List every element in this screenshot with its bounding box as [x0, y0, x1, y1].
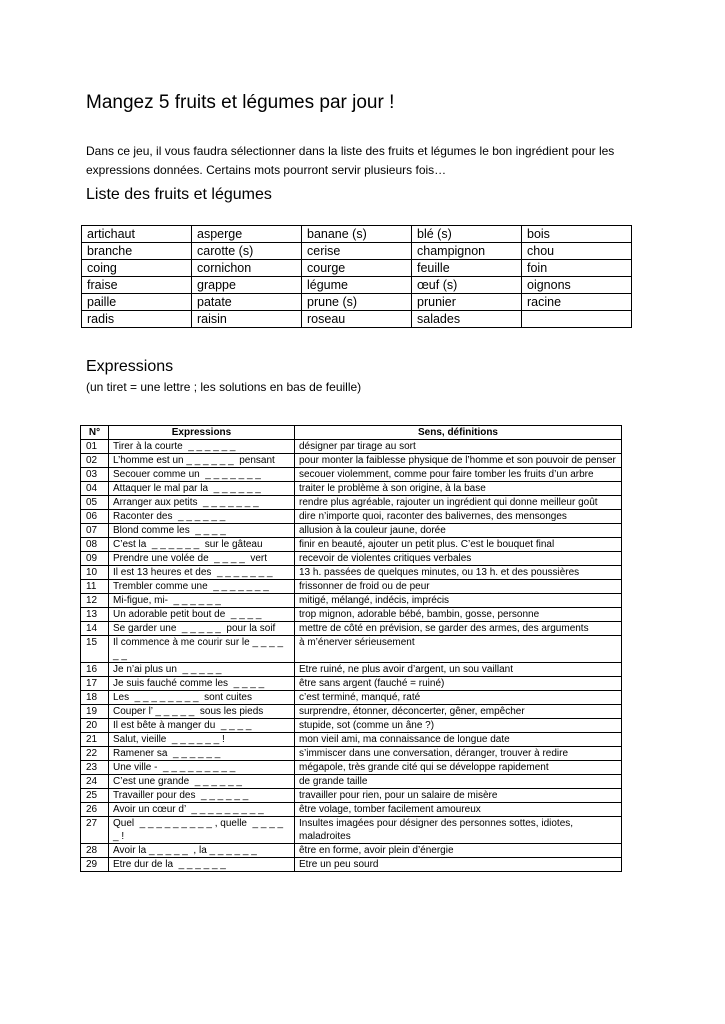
fruit-cell: foin: [522, 260, 632, 277]
fruit-cell: banane (s): [302, 226, 412, 243]
expression-row: [81, 496, 622, 510]
expression-definition: traiter le problème à son origine, à la base: [295, 482, 622, 496]
expression-number: 21: [81, 733, 109, 747]
expression-row: [81, 844, 622, 858]
expression-row: [81, 552, 622, 566]
intro-paragraph: Dans ce jeu, il vous faudra sélectionner dans la liste des fruits et légumes le bon ingrédient pour les expressions données. Certains mots pourront servir plusieurs fois…: [86, 144, 615, 177]
expression-row: [81, 440, 622, 454]
fruit-cell: chou: [522, 243, 632, 260]
header-expression: Expressions: [109, 426, 295, 440]
fruit-cell: bois: [522, 226, 632, 243]
expression-definition: s’immiscer dans une conversation, déranger, trouver à redire: [295, 747, 622, 761]
expression-row: [81, 594, 622, 608]
expression-number: 29: [81, 858, 109, 872]
fruit-cell: coing: [82, 260, 192, 277]
fruit-cell: carotte (s): [192, 243, 302, 260]
expression-definition: mitigé, mélangé, indécis, imprécis: [295, 594, 622, 608]
expression-number: 26: [81, 803, 109, 817]
expression-number: 15: [81, 636, 109, 663]
expression-number: 19: [81, 705, 109, 719]
fruit-cell: roseau: [302, 311, 412, 328]
expression-row: [81, 482, 622, 496]
expression-number: 05: [81, 496, 109, 510]
expression-row: [81, 747, 622, 761]
expression-text: Un adorable petit bout de _ _ _ _: [109, 608, 295, 622]
fruit-cell: raisin: [192, 311, 302, 328]
expression-row: [81, 468, 622, 482]
fruit-row: [82, 243, 632, 260]
expression-definition: être en forme, avoir plein d’énergie: [295, 844, 622, 858]
fruit-cell: patate: [192, 294, 302, 311]
expression-row: [81, 524, 622, 538]
expression-text: Tirer à la courte _ _ _ _ _ _: [109, 440, 295, 454]
expression-number: 18: [81, 691, 109, 705]
expressions-table: [80, 425, 622, 872]
fruit-cell: fraise: [82, 277, 192, 294]
expression-number: 14: [81, 622, 109, 636]
expression-text: Quel _ _ _ _ _ _ _ _ _ , quelle _ _ _ _ _ !: [109, 817, 295, 844]
expression-definition: mégapole, très grande cité qui se développe rapidement: [295, 761, 622, 775]
expression-row: [81, 608, 622, 622]
expression-text: Blond comme les _ _ _ _: [109, 524, 295, 538]
expression-number: 24: [81, 775, 109, 789]
fruit-row: [82, 277, 632, 294]
expression-definition: de grande taille: [295, 775, 622, 789]
fruit-cell: racine: [522, 294, 632, 311]
expression-number: 16: [81, 663, 109, 677]
expression-number: 07: [81, 524, 109, 538]
fruit-list-heading: Liste des fruits et légumes: [86, 186, 272, 203]
expression-number: 10: [81, 566, 109, 580]
expression-definition: 13 h. passées de quelques minutes, ou 13 h. et des poussières: [295, 566, 622, 580]
expression-row: [81, 454, 622, 468]
expression-number: 02: [81, 454, 109, 468]
expression-text: Arranger aux petits _ _ _ _ _ _ _: [109, 496, 295, 510]
expression-row: [81, 663, 622, 677]
expression-row: [81, 733, 622, 747]
fruit-cell: blé (s): [412, 226, 522, 243]
expression-text: Mi-figue, mi- _ _ _ _ _ _: [109, 594, 295, 608]
expression-text: Raconter des _ _ _ _ _ _: [109, 510, 295, 524]
fruit-cell: feuille: [412, 260, 522, 277]
fruit-table: [81, 225, 632, 328]
expression-definition: Insultes imagées pour désigner des personnes sottes, idiotes, maladroites: [295, 817, 622, 844]
expression-number: 06: [81, 510, 109, 524]
expression-number: 17: [81, 677, 109, 691]
fruit-cell: asperge: [192, 226, 302, 243]
expression-row: [81, 677, 622, 691]
expression-row: [81, 817, 622, 844]
expression-text: Il commence à me courir sur le _ _ _ _ _ _: [109, 636, 295, 663]
expression-text: Se garder une _ _ _ _ _ pour la soif: [109, 622, 295, 636]
expression-definition: frissonner de froid ou de peur: [295, 580, 622, 594]
expression-row: [81, 538, 622, 552]
expression-definition: être volage, tomber facilement amoureux: [295, 803, 622, 817]
expression-text: Couper l’ _ _ _ _ _ sous les pieds: [109, 705, 295, 719]
expression-text: Etre dur de la _ _ _ _ _ _: [109, 858, 295, 872]
expression-number: 23: [81, 761, 109, 775]
expression-definition: mettre de côté en prévision, se garder des armes, des arguments: [295, 622, 622, 636]
expression-row: [81, 858, 622, 872]
expressions-subtitle: (un tiret = une lettre ; les solutions en bas de feuille): [86, 380, 362, 394]
expression-definition: rendre plus agréable, rajouter un ingrédient qui donne meilleur goût: [295, 496, 622, 510]
expression-row: [81, 775, 622, 789]
expression-number: 04: [81, 482, 109, 496]
expression-row: [81, 719, 622, 733]
fruit-cell: grappe: [192, 277, 302, 294]
fruit-row: [82, 226, 632, 243]
expression-text: Attaquer le mal par la _ _ _ _ _ _: [109, 482, 295, 496]
expression-definition: Etre ruiné, ne plus avoir d’argent, un sou vaillant: [295, 663, 622, 677]
expression-text: Il est bête à manger du _ _ _ _: [109, 719, 295, 733]
expression-row: [81, 622, 622, 636]
fruit-cell: radis: [82, 311, 192, 328]
fruit-cell: [522, 311, 632, 328]
expression-row: [81, 789, 622, 803]
expression-row: [81, 761, 622, 775]
expression-number: 11: [81, 580, 109, 594]
expression-text: C’est la _ _ _ _ _ _ sur le gâteau: [109, 538, 295, 552]
expression-definition: trop mignon, adorable bébé, bambin, gosse, personne: [295, 608, 622, 622]
fruit-cell: oignons: [522, 277, 632, 294]
expression-definition: allusion à la couleur jaune, dorée: [295, 524, 622, 538]
expression-definition: secouer violemment, comme pour faire tomber les fruits d’un arbre: [295, 468, 622, 482]
fruit-cell: paille: [82, 294, 192, 311]
expression-number: 27: [81, 817, 109, 844]
fruit-cell: salades: [412, 311, 522, 328]
expression-definition: c’est terminé, manqué, raté: [295, 691, 622, 705]
expression-text: C’est une grande _ _ _ _ _ _: [109, 775, 295, 789]
expression-row: [81, 566, 622, 580]
expression-text: Avoir la _ _ _ _ _ , la _ _ _ _ _ _: [109, 844, 295, 858]
expression-definition: surprendre, étonner, déconcerter, gêner, empêcher: [295, 705, 622, 719]
fruit-cell: cerise: [302, 243, 412, 260]
fruit-cell: artichaut: [82, 226, 192, 243]
fruit-cell: prunier: [412, 294, 522, 311]
fruit-row: [82, 311, 632, 328]
expression-definition: travailler pour rien, pour un salaire de misère: [295, 789, 622, 803]
page-title: Mangez 5 fruits et légumes par jour !: [86, 92, 395, 113]
expressions-header-row: [81, 426, 622, 440]
expression-text: Les _ _ _ _ _ _ _ _ sont cuites: [109, 691, 295, 705]
fruit-cell: légume: [302, 277, 412, 294]
expression-definition: pour monter la faiblesse physique de l’homme et son pouvoir de penser: [295, 454, 622, 468]
expression-number: 12: [81, 594, 109, 608]
expression-number: 25: [81, 789, 109, 803]
fruit-cell: champignon: [412, 243, 522, 260]
expression-number: 08: [81, 538, 109, 552]
expression-number: 20: [81, 719, 109, 733]
expression-number: 28: [81, 844, 109, 858]
fruit-cell: œuf (s): [412, 277, 522, 294]
expression-row: [81, 510, 622, 524]
expression-text: Salut, vieille _ _ _ _ _ _ !: [109, 733, 295, 747]
fruit-cell: prune (s): [302, 294, 412, 311]
fruit-cell: branche: [82, 243, 192, 260]
expression-text: Une ville - _ _ _ _ _ _ _ _ _: [109, 761, 295, 775]
expression-text: Ramener sa _ _ _ _ _ _: [109, 747, 295, 761]
expression-number: 13: [81, 608, 109, 622]
fruit-cell: cornichon: [192, 260, 302, 277]
expression-definition: dire n’importe quoi, raconter des balivernes, des mensonges: [295, 510, 622, 524]
expression-definition: Etre un peu sourd: [295, 858, 622, 872]
expression-text: L’homme est un _ _ _ _ _ _ pensant: [109, 454, 295, 468]
fruit-row: [82, 260, 632, 277]
expression-row: [81, 803, 622, 817]
expression-definition: à m’énerver sérieusement: [295, 636, 622, 663]
expression-definition: finir en beauté, ajouter un petit plus. C’est le bouquet final: [295, 538, 622, 552]
expression-number: 01: [81, 440, 109, 454]
expression-text: Je suis fauché comme les _ _ _ _: [109, 677, 295, 691]
expression-definition: mon vieil ami, ma connaissance de longue date: [295, 733, 622, 747]
fruit-row: [82, 294, 632, 311]
expressions-heading: Expressions: [86, 358, 174, 375]
header-num: N°: [81, 426, 109, 440]
expression-row: [81, 691, 622, 705]
expression-row: [81, 705, 622, 719]
expression-definition: stupide, sot (comme un âne ?): [295, 719, 622, 733]
expression-text: Avoir un cœur d’ _ _ _ _ _ _ _ _ _: [109, 803, 295, 817]
expression-definition: être sans argent (fauché = ruiné): [295, 677, 622, 691]
expression-text: Secouer comme un _ _ _ _ _ _ _: [109, 468, 295, 482]
expression-text: Travailler pour des _ _ _ _ _ _: [109, 789, 295, 803]
header-definition: Sens, définitions: [295, 426, 622, 440]
expression-row: [81, 580, 622, 594]
expression-text: Prendre une volée de _ _ _ _ vert: [109, 552, 295, 566]
expression-number: 03: [81, 468, 109, 482]
expression-text: Il est 13 heures et des _ _ _ _ _ _ _: [109, 566, 295, 580]
expression-text: Trembler comme une _ _ _ _ _ _ _: [109, 580, 295, 594]
expression-definition: recevoir de violentes critiques verbales: [295, 552, 622, 566]
expression-definition: désigner par tirage au sort: [295, 440, 622, 454]
fruit-cell: courge: [302, 260, 412, 277]
expression-row: [81, 636, 622, 663]
expression-number: 09: [81, 552, 109, 566]
expression-text: Je n’ai plus un _ _ _ _ _: [109, 663, 295, 677]
expression-number: 22: [81, 747, 109, 761]
